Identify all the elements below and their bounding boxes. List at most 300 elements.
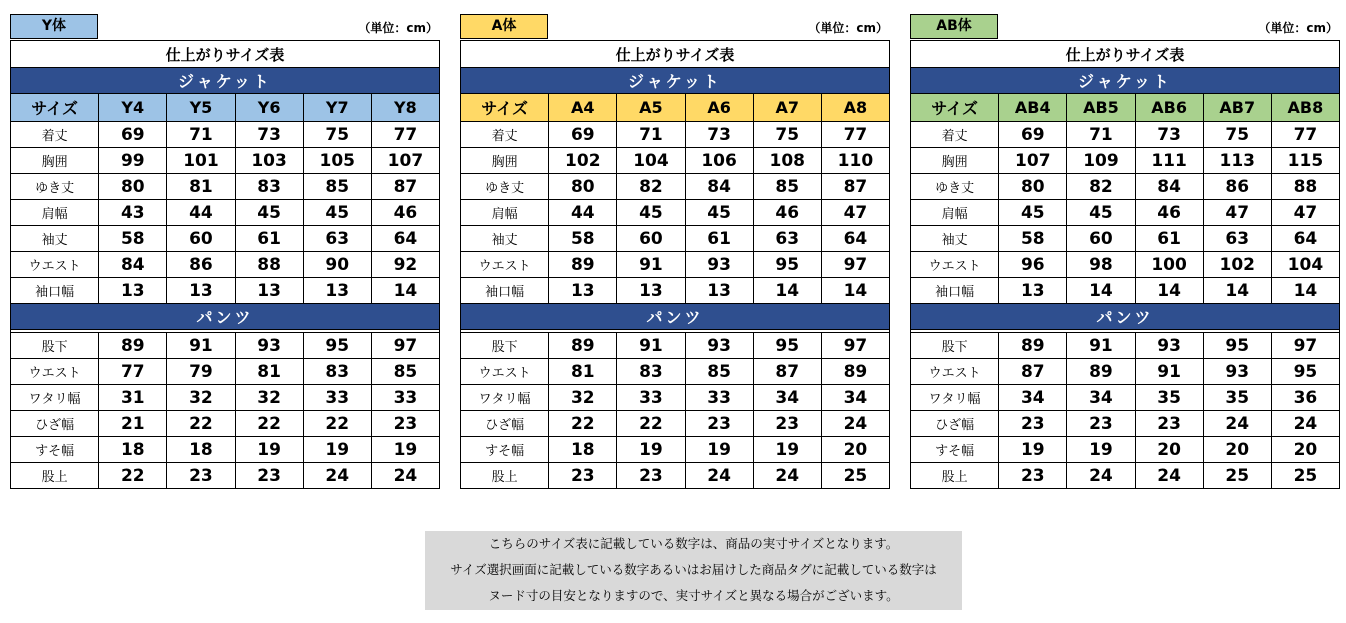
measurement-value: 108	[753, 148, 821, 174]
measurement-value: 35	[1135, 385, 1203, 411]
measurement-value: 61	[235, 226, 303, 252]
measurement-value: 103	[235, 148, 303, 174]
unit-label: （単位：cm）	[808, 21, 888, 35]
size-column-header: A4	[549, 94, 617, 122]
measurement-label: 着丈	[11, 122, 99, 148]
measurement-value: 19	[685, 437, 753, 463]
measurement-label: ウエスト	[11, 252, 99, 278]
measurement-value: 104	[1271, 252, 1339, 278]
measurement-label: 袖丈	[911, 226, 999, 252]
table-title: 仕上がりサイズ表	[461, 41, 890, 68]
pants-section-header: パンツ	[11, 304, 440, 330]
measurement-value: 13	[617, 278, 685, 304]
measurement-value: 34	[821, 385, 889, 411]
measurement-value: 32	[167, 385, 235, 411]
measurement-value: 89	[549, 333, 617, 359]
measurement-value: 77	[1271, 122, 1339, 148]
measurement-value: 18	[167, 437, 235, 463]
measurement-value: 89	[1067, 359, 1135, 385]
measurement-label: 袖口幅	[461, 278, 549, 304]
measurement-value: 97	[1271, 333, 1339, 359]
measurement-label: 袖口幅	[911, 278, 999, 304]
measurement-value: 34	[999, 385, 1067, 411]
measurement-value: 82	[617, 174, 685, 200]
measurement-value: 73	[235, 122, 303, 148]
body-type-tag: A体	[460, 14, 548, 39]
measurement-value: 34	[1067, 385, 1135, 411]
size-column-header: Y5	[167, 94, 235, 122]
measurement-label: ウエスト	[461, 252, 549, 278]
measurement-value: 89	[999, 333, 1067, 359]
measurement-value: 14	[371, 278, 439, 304]
measurement-label: ウエスト	[911, 359, 999, 385]
note-line: サイズ選択画面に記載している数字あるいはお届けした商品タグに記載している数字は	[450, 562, 937, 577]
measurement-value: 19	[303, 437, 371, 463]
measurement-value: 44	[167, 200, 235, 226]
measurement-value: 24	[1135, 463, 1203, 489]
measurement-value: 25	[1271, 463, 1339, 489]
measurement-value: 100	[1135, 252, 1203, 278]
measurement-value: 85	[685, 359, 753, 385]
measurement-value: 23	[999, 463, 1067, 489]
measurement-value: 47	[1271, 200, 1339, 226]
pants-section-header: パンツ	[461, 304, 890, 330]
size-column-header: A7	[753, 94, 821, 122]
measurement-value: 84	[99, 252, 167, 278]
measurement-value: 19	[753, 437, 821, 463]
measurement-value: 45	[685, 200, 753, 226]
table-row	[911, 226, 1340, 252]
measurement-value: 33	[371, 385, 439, 411]
measurement-value: 35	[1203, 385, 1271, 411]
measurement-value: 91	[1067, 333, 1135, 359]
measurement-value: 24	[1067, 463, 1135, 489]
size-column-header: Y8	[371, 94, 439, 122]
measurement-value: 45	[235, 200, 303, 226]
size-column-header: AB5	[1067, 94, 1135, 122]
measurement-value: 23	[1135, 411, 1203, 437]
table-title: 仕上がりサイズ表	[11, 41, 440, 68]
table-row	[911, 200, 1340, 226]
measurement-value: 14	[821, 278, 889, 304]
table-row	[11, 252, 440, 278]
measurement-value: 24	[753, 463, 821, 489]
measurement-label: 肩幅	[461, 200, 549, 226]
note-line: ヌード寸の目安となりますので、実寸サイズと異なる場合がございます。	[488, 588, 899, 603]
measurement-value: 80	[99, 174, 167, 200]
body-type-tag: Y体	[10, 14, 98, 39]
table-row	[11, 174, 440, 200]
measurement-value: 69	[999, 122, 1067, 148]
table-row	[911, 359, 1340, 385]
measurement-label: ひざ幅	[11, 411, 99, 437]
table-row	[461, 174, 890, 200]
size-column-header: Y4	[99, 94, 167, 122]
measurement-value: 95	[1203, 333, 1271, 359]
measurement-value: 115	[1271, 148, 1339, 174]
measurement-value: 81	[235, 359, 303, 385]
table-row	[461, 437, 890, 463]
measurement-value: 86	[1203, 174, 1271, 200]
jacket-section-header: ジャケット	[911, 68, 1340, 94]
measurement-value: 85	[753, 174, 821, 200]
measurement-value: 23	[167, 463, 235, 489]
measurement-value: 91	[617, 333, 685, 359]
table-row	[911, 174, 1340, 200]
measurement-value: 75	[1203, 122, 1271, 148]
measurement-label: 着丈	[461, 122, 549, 148]
table-row	[911, 333, 1340, 359]
measurement-label: ウエスト	[461, 359, 549, 385]
measurement-value: 87	[753, 359, 821, 385]
measurement-value: 64	[371, 226, 439, 252]
measurement-value: 89	[549, 252, 617, 278]
measurement-label: すそ幅	[11, 437, 99, 463]
measurement-value: 97	[371, 333, 439, 359]
measurement-value: 105	[303, 148, 371, 174]
measurement-value: 99	[99, 148, 167, 174]
body-type-tag: AB体	[910, 14, 998, 39]
measurement-value: 98	[1067, 252, 1135, 278]
measurement-value: 86	[167, 252, 235, 278]
measurement-value: 85	[303, 174, 371, 200]
measurement-value: 63	[753, 226, 821, 252]
table-row	[11, 226, 440, 252]
measurement-value: 95	[303, 333, 371, 359]
measurement-value: 36	[1271, 385, 1339, 411]
table-row	[461, 226, 890, 252]
pants-section-header: パンツ	[911, 304, 1340, 330]
measurement-value: 71	[167, 122, 235, 148]
size-header-label: サイズ	[911, 94, 999, 122]
measurement-value: 20	[821, 437, 889, 463]
measurement-label: 股下	[461, 333, 549, 359]
measurement-value: 18	[549, 437, 617, 463]
measurement-value: 81	[167, 174, 235, 200]
measurement-label: ウエスト	[911, 252, 999, 278]
measurement-label: 股下	[911, 333, 999, 359]
measurement-value: 95	[753, 252, 821, 278]
measurement-value: 22	[167, 411, 235, 437]
size-table	[460, 40, 890, 489]
measurement-value: 113	[1203, 148, 1271, 174]
measurement-value: 96	[999, 252, 1067, 278]
measurement-value: 19	[617, 437, 685, 463]
measurement-value: 33	[685, 385, 753, 411]
measurement-label: 袖丈	[461, 226, 549, 252]
measurement-value: 23	[1067, 411, 1135, 437]
unit-label: （単位：cm）	[1258, 21, 1338, 35]
measurement-value: 14	[1135, 278, 1203, 304]
measurement-value: 47	[821, 200, 889, 226]
measurement-value: 22	[617, 411, 685, 437]
table-row	[11, 359, 440, 385]
measurement-value: 23	[685, 411, 753, 437]
measurement-label: ひざ幅	[461, 411, 549, 437]
table-row	[461, 463, 890, 489]
measurement-value: 24	[685, 463, 753, 489]
measurement-value: 79	[167, 359, 235, 385]
measurement-value: 83	[617, 359, 685, 385]
measurement-value: 13	[685, 278, 753, 304]
measurement-value: 97	[821, 252, 889, 278]
measurement-value: 93	[235, 333, 303, 359]
measurement-value: 81	[549, 359, 617, 385]
table-row	[461, 148, 890, 174]
measurement-value: 14	[1271, 278, 1339, 304]
measurement-label: 股上	[911, 463, 999, 489]
size-header-label: サイズ	[11, 94, 99, 122]
size-table	[910, 40, 1340, 489]
measurement-label: すそ幅	[461, 437, 549, 463]
measurement-value: 24	[821, 411, 889, 437]
size-column-header: Y7	[303, 94, 371, 122]
table-row	[461, 122, 890, 148]
measurement-label: 股上	[11, 463, 99, 489]
measurement-value: 44	[549, 200, 617, 226]
measurement-value: 104	[617, 148, 685, 174]
measurement-value: 13	[303, 278, 371, 304]
measurement-value: 107	[371, 148, 439, 174]
table-row	[911, 411, 1340, 437]
measurement-value: 106	[685, 148, 753, 174]
measurement-value: 33	[303, 385, 371, 411]
measurement-value: 25	[1203, 463, 1271, 489]
measurement-value: 22	[303, 411, 371, 437]
note-box	[425, 531, 962, 610]
measurement-value: 46	[753, 200, 821, 226]
measurement-value: 91	[167, 333, 235, 359]
size-panel	[10, 14, 440, 489]
measurement-value: 89	[821, 359, 889, 385]
measurement-value: 61	[685, 226, 753, 252]
size-column-header: Y6	[235, 94, 303, 122]
measurement-value: 58	[549, 226, 617, 252]
size-column-header: AB8	[1271, 94, 1339, 122]
table-row	[11, 437, 440, 463]
measurement-value: 21	[99, 411, 167, 437]
measurement-value: 84	[685, 174, 753, 200]
measurement-value: 77	[821, 122, 889, 148]
measurement-value: 107	[999, 148, 1067, 174]
size-table	[10, 40, 440, 489]
jacket-section-header: ジャケット	[11, 68, 440, 94]
measurement-value: 47	[1203, 200, 1271, 226]
measurement-value: 24	[1271, 411, 1339, 437]
measurement-label: 肩幅	[11, 200, 99, 226]
measurement-value: 63	[303, 226, 371, 252]
measurement-value: 32	[235, 385, 303, 411]
measurement-value: 23	[235, 463, 303, 489]
table-row	[11, 463, 440, 489]
measurement-value: 23	[549, 463, 617, 489]
measurement-value: 19	[999, 437, 1067, 463]
measurement-value: 20	[1135, 437, 1203, 463]
table-row	[911, 463, 1340, 489]
measurement-value: 14	[1203, 278, 1271, 304]
measurement-value: 102	[1203, 252, 1271, 278]
size-column-header: A5	[617, 94, 685, 122]
measurement-value: 34	[753, 385, 821, 411]
measurement-value: 20	[1203, 437, 1271, 463]
measurement-value: 45	[999, 200, 1067, 226]
table-row	[11, 333, 440, 359]
measurement-value: 13	[999, 278, 1067, 304]
measurement-value: 84	[1135, 174, 1203, 200]
measurement-value: 45	[1067, 200, 1135, 226]
table-row	[461, 411, 890, 437]
measurement-label: 胸囲	[11, 148, 99, 174]
table-row	[461, 252, 890, 278]
measurement-value: 24	[1203, 411, 1271, 437]
measurement-value: 22	[235, 411, 303, 437]
size-column-header: AB7	[1203, 94, 1271, 122]
measurement-label: ワタリ幅	[911, 385, 999, 411]
measurement-value: 88	[235, 252, 303, 278]
table-row	[461, 385, 890, 411]
table-row	[11, 385, 440, 411]
measurement-label: 股上	[461, 463, 549, 489]
measurement-value: 23	[753, 411, 821, 437]
size-panel	[460, 14, 890, 489]
measurement-value: 25	[821, 463, 889, 489]
measurement-value: 110	[821, 148, 889, 174]
measurement-value: 93	[1135, 333, 1203, 359]
measurement-value: 90	[303, 252, 371, 278]
measurement-label: ワタリ幅	[11, 385, 99, 411]
measurement-value: 58	[999, 226, 1067, 252]
measurement-value: 69	[549, 122, 617, 148]
measurement-value: 63	[1203, 226, 1271, 252]
measurement-value: 61	[1135, 226, 1203, 252]
measurement-value: 43	[99, 200, 167, 226]
measurement-value: 75	[303, 122, 371, 148]
measurement-value: 32	[549, 385, 617, 411]
measurement-value: 60	[167, 226, 235, 252]
table-row	[911, 252, 1340, 278]
measurement-label: 袖口幅	[11, 278, 99, 304]
measurement-value: 80	[999, 174, 1067, 200]
measurement-value: 97	[821, 333, 889, 359]
table-row	[461, 333, 890, 359]
measurement-value: 95	[753, 333, 821, 359]
table-row	[911, 148, 1340, 174]
table-row	[11, 122, 440, 148]
measurement-value: 89	[99, 333, 167, 359]
measurement-value: 77	[99, 359, 167, 385]
measurement-label: ゆき丈	[11, 174, 99, 200]
table-row	[461, 359, 890, 385]
measurement-label: すそ幅	[911, 437, 999, 463]
measurement-value: 95	[1271, 359, 1339, 385]
measurement-value: 46	[371, 200, 439, 226]
note-line: こちらのサイズ表に記載している数字は、商品の実寸サイズとなります。	[488, 536, 899, 551]
measurement-value: 14	[753, 278, 821, 304]
measurement-value: 13	[235, 278, 303, 304]
measurement-value: 83	[235, 174, 303, 200]
measurement-value: 24	[371, 463, 439, 489]
size-column-header: AB6	[1135, 94, 1203, 122]
measurement-value: 46	[1135, 200, 1203, 226]
measurement-value: 91	[617, 252, 685, 278]
measurement-label: 肩幅	[911, 200, 999, 226]
measurement-value: 23	[999, 411, 1067, 437]
measurement-value: 22	[549, 411, 617, 437]
measurement-value: 13	[99, 278, 167, 304]
size-header-label: サイズ	[461, 94, 549, 122]
jacket-section-header: ジャケット	[461, 68, 890, 94]
measurement-value: 101	[167, 148, 235, 174]
measurement-value: 87	[999, 359, 1067, 385]
measurement-value: 93	[1203, 359, 1271, 385]
measurement-value: 82	[1067, 174, 1135, 200]
size-column-header: AB4	[999, 94, 1067, 122]
measurement-value: 93	[685, 252, 753, 278]
measurement-value: 18	[99, 437, 167, 463]
measurement-value: 102	[549, 148, 617, 174]
size-panel	[910, 14, 1340, 489]
table-row	[11, 278, 440, 304]
measurement-value: 111	[1135, 148, 1203, 174]
measurement-value: 91	[1135, 359, 1203, 385]
measurement-value: 93	[685, 333, 753, 359]
size-column-header: A8	[821, 94, 889, 122]
measurement-value: 77	[371, 122, 439, 148]
measurement-value: 88	[1271, 174, 1339, 200]
table-row	[911, 278, 1340, 304]
measurement-value: 23	[617, 463, 685, 489]
measurement-value: 19	[1067, 437, 1135, 463]
measurement-value: 22	[99, 463, 167, 489]
table-row	[11, 200, 440, 226]
unit-label: （単位：cm）	[358, 21, 438, 35]
measurement-value: 71	[617, 122, 685, 148]
measurement-value: 31	[99, 385, 167, 411]
measurement-label: 胸囲	[461, 148, 549, 174]
table-row	[911, 122, 1340, 148]
measurement-value: 87	[371, 174, 439, 200]
measurement-value: 92	[371, 252, 439, 278]
measurement-value: 83	[303, 359, 371, 385]
measurement-value: 109	[1067, 148, 1135, 174]
measurement-value: 64	[1271, 226, 1339, 252]
table-row	[461, 200, 890, 226]
measurement-value: 60	[617, 226, 685, 252]
measurement-value: 19	[235, 437, 303, 463]
measurement-label: ゆき丈	[911, 174, 999, 200]
measurement-value: 87	[821, 174, 889, 200]
measurement-value: 14	[1067, 278, 1135, 304]
measurement-value: 71	[1067, 122, 1135, 148]
measurement-value: 73	[1135, 122, 1203, 148]
measurement-label: ひざ幅	[911, 411, 999, 437]
measurement-value: 13	[549, 278, 617, 304]
measurement-label: 胸囲	[911, 148, 999, 174]
measurement-value: 75	[753, 122, 821, 148]
measurement-value: 85	[371, 359, 439, 385]
measurement-value: 33	[617, 385, 685, 411]
measurement-value: 73	[685, 122, 753, 148]
measurement-label: ワタリ幅	[461, 385, 549, 411]
table-row	[911, 437, 1340, 463]
measurement-value: 60	[1067, 226, 1135, 252]
measurement-label: ゆき丈	[461, 174, 549, 200]
measurement-value: 23	[371, 411, 439, 437]
measurement-value: 24	[303, 463, 371, 489]
measurement-value: 13	[167, 278, 235, 304]
measurement-value: 69	[99, 122, 167, 148]
measurement-label: 股下	[11, 333, 99, 359]
